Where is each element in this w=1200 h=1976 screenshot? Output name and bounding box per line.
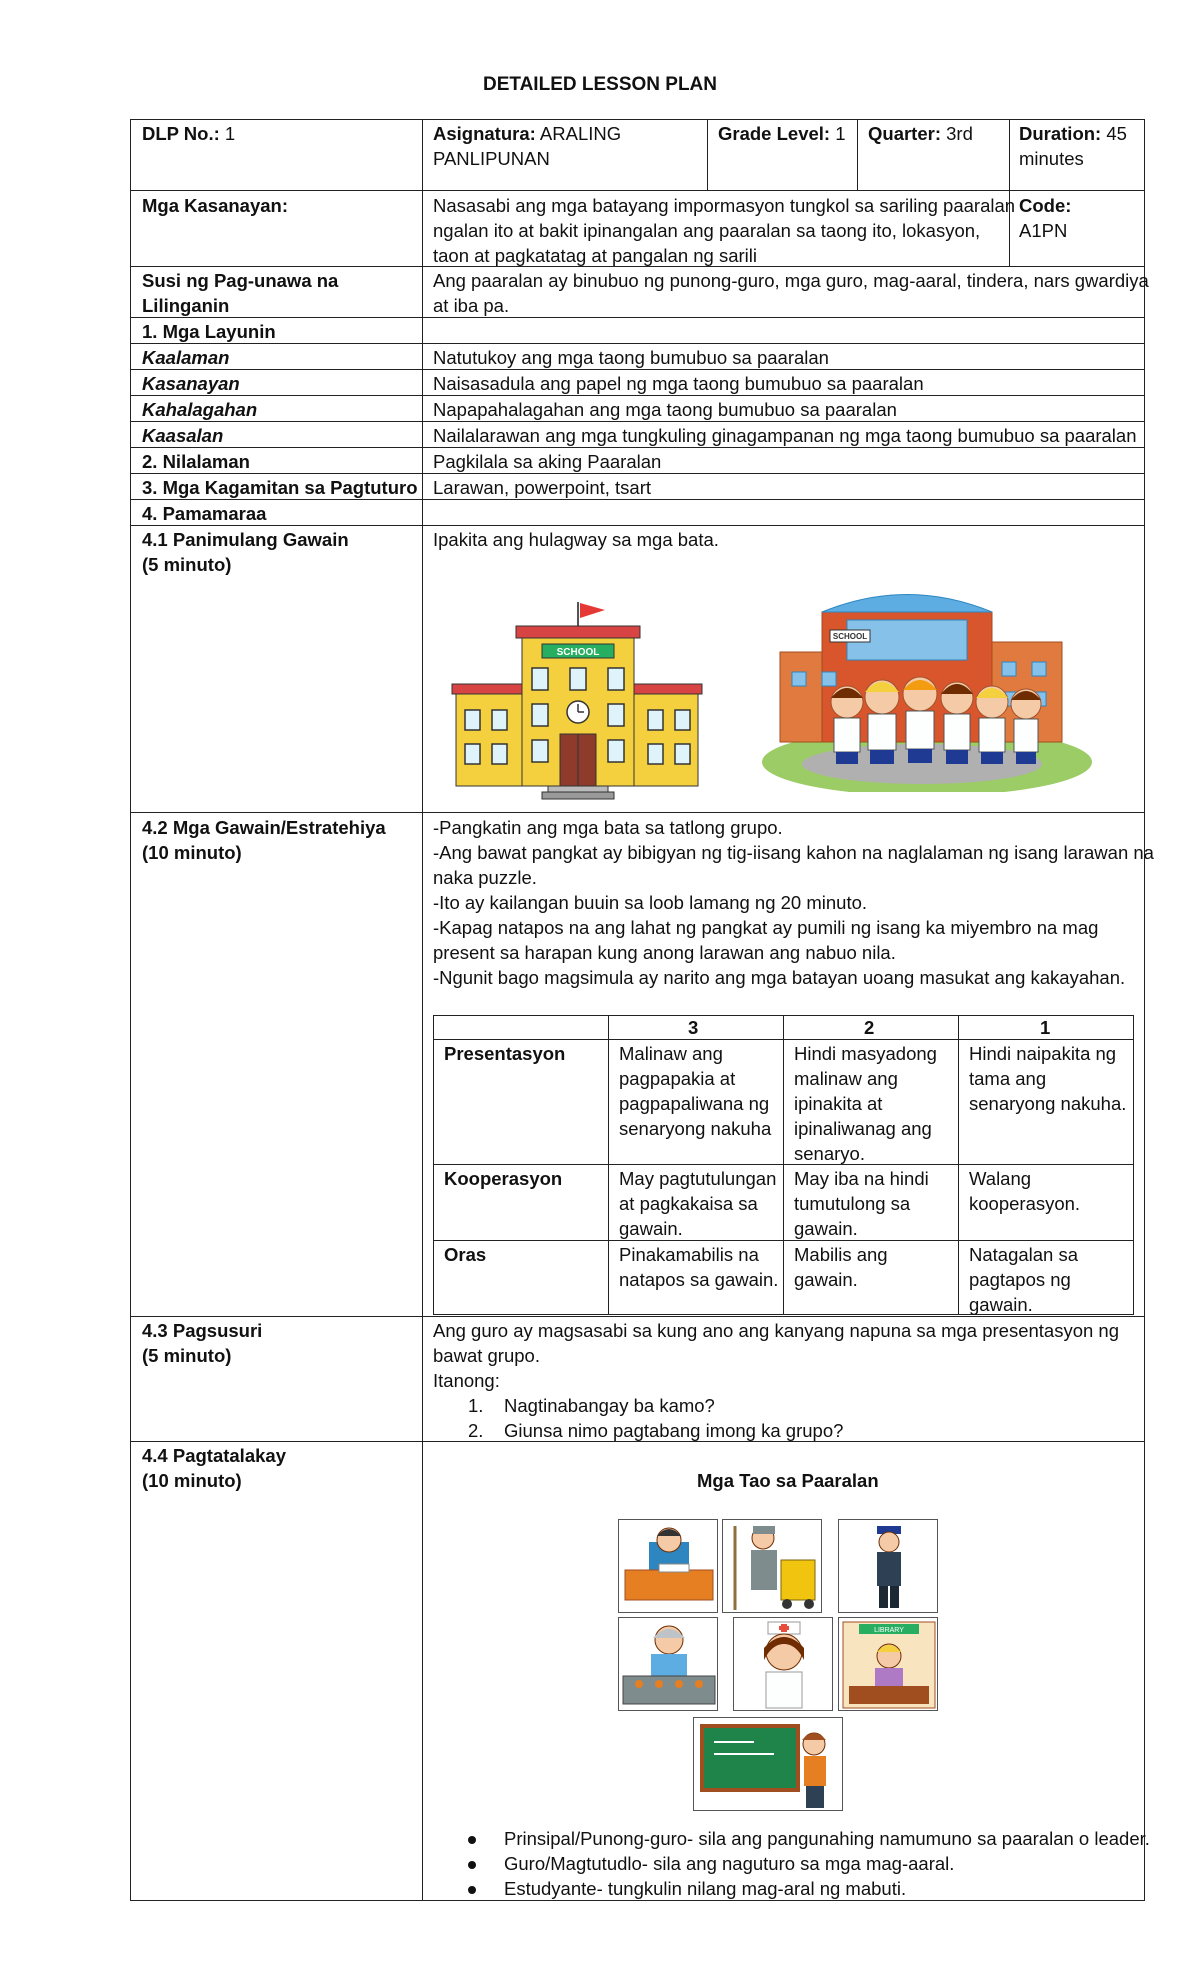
nurse-image (733, 1617, 833, 1711)
rubric-cell: senaryong nakuha. (969, 1093, 1127, 1114)
rubric-cell: tama ang (969, 1068, 1047, 1089)
subject-value-line2: PANLIPUNAN (433, 148, 550, 169)
rubric-cell: gawain. (794, 1269, 858, 1290)
rubric-cell: Walang (969, 1168, 1032, 1189)
question-2: Giunsa nimo pagtabang imong ka grupo? (504, 1420, 844, 1441)
gawain-time: (10 minuto) (142, 842, 242, 863)
kasanayan-line2: ngalan ito at bakit ipinangalan ang paaralan sa taong ito, lokasyon, (433, 220, 981, 241)
kasanayan-line1: Nasasabi ang mga batayang impormasyon tungkol sa sariling paaralan (433, 195, 1016, 216)
rubric-cell: May pagtutulungan (619, 1168, 777, 1189)
kahalagahan-label: Kahalagahan (142, 399, 258, 420)
library-sign: LIBRARY (874, 1627, 904, 1634)
rubric-cell: gawain. (794, 1218, 858, 1239)
rubric-cell: Hindi naipakita ng (969, 1043, 1117, 1064)
susi-label-2: Lilinganin (142, 295, 230, 316)
pagtatalakay-heading: Mga Tao sa Paaralan (697, 1470, 879, 1491)
rubric-cell: at pagkakaisa sa (619, 1193, 758, 1214)
gawain-line: -Ito ay kailangan buuin sa loob lamang ng 20 minuto. (433, 892, 868, 913)
teacher-image (693, 1717, 843, 1811)
kaasalan-text: Nailalarawan ang mga tungkuling ginagampanan ng mga taong bumubuo sa paaralan (433, 425, 1137, 446)
rubric-cell: pagtapos ng (969, 1269, 1071, 1290)
panimula-time: (5 minuto) (142, 554, 232, 575)
nilalaman-label: 2. Nilalaman (142, 451, 250, 472)
susi-text: Ang paaralan ay binubuo ng punong-guro, mga guro, mag-aaral, tindera, nars gwardiya (433, 270, 1149, 291)
question-1: Nagtinabangay ba kamo? (504, 1395, 715, 1416)
quarter: Quarter: 3rd (868, 123, 973, 144)
rubric-cell: natapos sa gawain. (619, 1269, 779, 1290)
rubric-cell: gawain. (969, 1294, 1033, 1315)
pagsusuri-line1: Ang guro ay magsasabi sa kung ano ang kanyang napuna sa mga presentasyon ng (433, 1320, 1120, 1341)
pagsusuri-line2: bawat grupo. (433, 1345, 540, 1366)
rubric-header-3: 3 (688, 1017, 699, 1038)
canteen-vendor-image (618, 1617, 718, 1711)
kahalagahan-text: Napapahalagahan ang mga taong bumubuo sa paaralan (433, 399, 897, 420)
susi-text-2: at iba pa. (433, 295, 510, 316)
rubric-cell: Pinakamabilis na (619, 1244, 759, 1265)
nilalaman-text: Pagkilala sa aking Paaralan (433, 451, 662, 472)
kaalaman-label: Kaalaman (142, 347, 230, 368)
gawain-line: naka puzzle. (433, 867, 537, 888)
bullet-item: Guro/Magtutudlo- sila ang naguturo sa mga mag-aaral. (504, 1853, 955, 1874)
panimula-label: 4.1 Panimulang Gawain (142, 529, 349, 550)
school-building-image (450, 600, 705, 805)
kasanayan-obj-label: Kasanayan (142, 373, 240, 394)
pamamaraan-label: 4. Pamamaraa (142, 503, 267, 524)
rubric-cell: malinaw ang (794, 1068, 898, 1089)
gawain-line: present sa harapan kung anong larawan ang nabuo nila. (433, 942, 896, 963)
question-number: 2. (468, 1420, 484, 1441)
subject: Asignatura: ARALING (433, 123, 622, 144)
kagamitan-label: 3. Mga Kagamitan sa Pagtuturo (142, 477, 418, 498)
pagsusuri-label: 4.3 Pagsusuri (142, 1320, 263, 1341)
rubric-cell: pagpapakia at (619, 1068, 736, 1089)
duration: Duration: 45 (1019, 123, 1127, 144)
rubric-header-1: 1 (1040, 1017, 1051, 1038)
rubric-cell: kooperasyon. (969, 1193, 1081, 1214)
rubric-cell: ipinaliwanag ang (794, 1118, 932, 1139)
rubric-criterion: Presentasyon (444, 1043, 566, 1064)
bullet-item: Prinsipal/Punong-guro- sila ang pangunahing namumuno sa paaralan o leader. (504, 1828, 1150, 1849)
susi-label: Susi ng Pag-unawa na (142, 270, 339, 291)
kasanayan-line3: taon at pagkatatag at pangalan ng sarili (433, 245, 757, 266)
rubric-cell: senaryo. (794, 1143, 865, 1164)
layunin-label: 1. Mga Layunin (142, 321, 276, 342)
document-title: DETAILED LESSON PLAN (483, 74, 717, 95)
rubric-cell: May iba na hindi (794, 1168, 929, 1189)
rubric-cell: pagpapaliwana ng (619, 1093, 770, 1114)
kaasalan-label: Kaasalan (142, 425, 224, 446)
rubric-cell: Malinaw ang (619, 1043, 723, 1064)
guard-image (838, 1519, 938, 1613)
bullet-item: Estudyante- tungkulin nilang mag-aral ng mabuti. (504, 1878, 907, 1899)
gawain-line: -Ngunit bago magsimula ay narito ang mga batayan uoang masukat ang kakayahan. (433, 967, 1126, 988)
rubric-cell: tumutulong sa (794, 1193, 911, 1214)
bullet-icon (468, 1836, 476, 1844)
rubric-cell: ipinakita at (794, 1093, 883, 1114)
pagsusuri-line3: Itanong: (433, 1370, 500, 1391)
rubric-cell: Natagalan sa (969, 1244, 1079, 1265)
grade-level: Grade Level: 1 (718, 123, 846, 144)
dlp-no: DLP No.: 1 (142, 123, 236, 144)
code-value: A1PN (1019, 220, 1068, 241)
gawain-label: 4.2 Mga Gawain/Estratehiya (142, 817, 386, 838)
gawain-line: -Pangkatin ang mga bata sa tatlong grupo. (433, 817, 783, 838)
gawain-line: -Kapag natapos na ang lahat ng pangkat ay pumili ng isang ka miyembro na mag (433, 917, 1099, 938)
pagtatalakay-label: 4.4 Pagtatalakay (142, 1445, 286, 1466)
rubric-cell: Mabilis ang (794, 1244, 888, 1265)
librarian-image (838, 1617, 938, 1711)
kasanayan-label: Mga Kasanayan: (142, 195, 288, 216)
bullet-icon (468, 1886, 476, 1894)
kasanayan-obj-text: Naisasadula ang papel ng mga taong bumubuo sa paaralan (433, 373, 924, 394)
pagsusuri-time: (5 minuto) (142, 1345, 232, 1366)
panimula-text: Ipakita ang hulagway sa mga bata. (433, 529, 719, 550)
principal-image (618, 1519, 718, 1613)
pagtatalakay-time: (10 minuto) (142, 1470, 242, 1491)
bullet-icon (468, 1861, 476, 1869)
rubric-criterion: Oras (444, 1244, 487, 1265)
duration-line2: minutes (1019, 148, 1084, 169)
school-sign-2: SCHOOL (832, 632, 868, 641)
rubric-cell: gawain. (619, 1218, 683, 1239)
code-label: Code: (1019, 195, 1072, 216)
gawain-line: -Ang bawat pangkat ay bibigyan ng tig-iisang kahon na naglalaman ng isang larawan na (433, 842, 1154, 863)
rubric-criterion: Kooperasyon (444, 1168, 563, 1189)
kagamitan-text: Larawan, powerpoint, tsart (433, 477, 652, 498)
rubric-header-2: 2 (864, 1017, 875, 1038)
children-at-school-image (752, 582, 1092, 792)
janitor-image (722, 1519, 822, 1613)
rubric-cell: senaryong nakuha (619, 1118, 772, 1139)
rubric-cell: Hindi masyadong (794, 1043, 937, 1064)
question-number: 1. (468, 1395, 484, 1416)
school-sign: SCHOOL (556, 647, 600, 658)
kaalaman-text: Natutukoy ang mga taong bumubuo sa paaralan (433, 347, 829, 368)
